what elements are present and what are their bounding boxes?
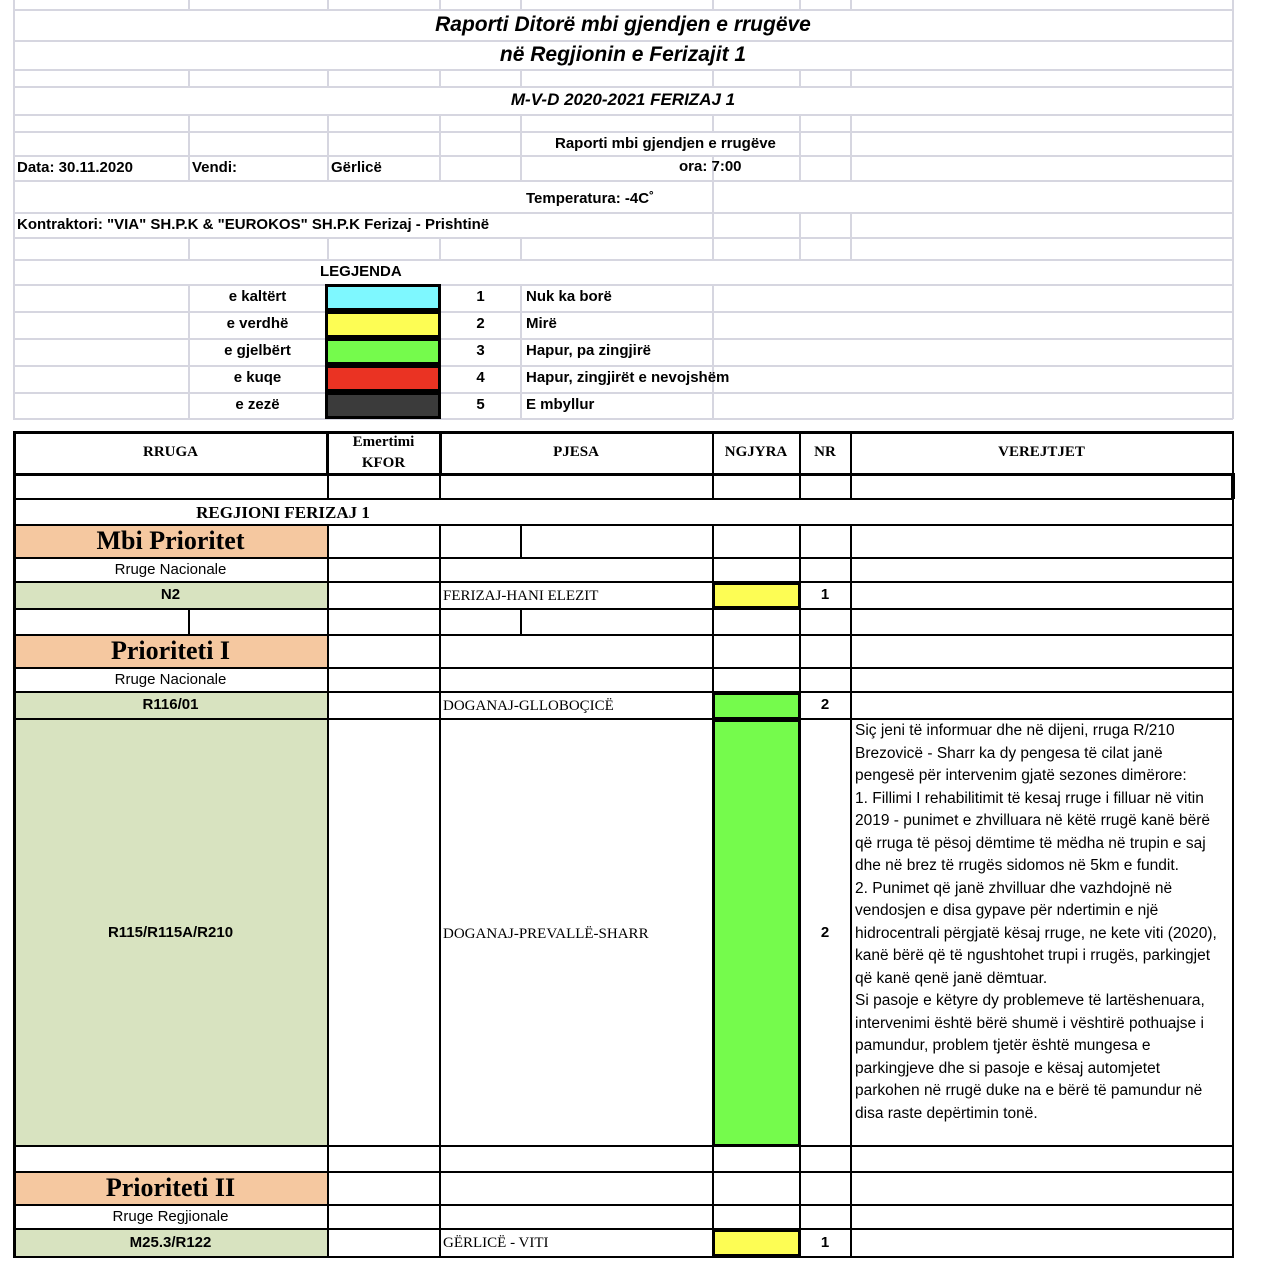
remarks-line: dhe në brez të rrugës sidomos në 5km e fundit. (855, 857, 1179, 874)
remarks-line: Siç jeni të informuar dhe në dijeni, rruga R/210 (855, 722, 1175, 739)
legend-swatch-black (325, 392, 441, 419)
remarks-line: Brezovicë - Sharr ka dy pengesa të cilat janë (855, 744, 1163, 762)
legend-swatch-blue (325, 284, 441, 311)
status-number: 1 (820, 586, 830, 603)
status-color-cell (712, 1229, 801, 1257)
legend-number: 2 (476, 315, 485, 332)
road-cell-bg (14, 694, 327, 1145)
remarks-line: 1. Fillimi I rehabilitimit të kesaj rruge i filluar në vitin (855, 789, 1204, 807)
remarks-line: 2019 - punimet e zhvilluara në këtë rrugë kanë bërë (855, 812, 1210, 829)
header-kfor: KFOR (361, 455, 406, 471)
priority-title: Mbi Prioritet (96, 526, 245, 555)
header-verejtjet: VEREJTJET (998, 444, 1085, 460)
report-title-line1: Raporti Ditorë mbi gjendjen e rrugëve (435, 13, 811, 36)
header-nr: NR (814, 444, 836, 460)
remarks-line: parkohen në rrugë duke na e bërë të pamundur në (855, 1082, 1203, 1099)
legend-number: 1 (476, 288, 485, 305)
legend-meaning: Nuk ka borë (526, 288, 612, 305)
road-segment: DOGANAJ-GLLOBOÇICË (443, 698, 614, 714)
remarks-line: 2. Punimet që janë zhvilluar dhe vazhdojnë në (855, 879, 1173, 897)
legend-color-name: e gjelbërt (224, 342, 291, 359)
remarks-line: Si pasoje e këtyre dy problemeve të lartëshenuara, (855, 992, 1205, 1009)
priority-title: Prioriteti I (110, 636, 231, 665)
status-color-cell (712, 692, 801, 720)
remarks-line: disa raste depërtimin tonë. (855, 1104, 1038, 1122)
report-date: Data: 30.11.2020 (17, 159, 133, 176)
road-code: N2 (160, 586, 181, 603)
header-pjesa: PJESA (553, 444, 599, 460)
remarks-line: që rruga të pësoj dëmtime të mëdha në trupin e saj (855, 834, 1206, 852)
legend-swatch-yellow (325, 311, 441, 338)
remarks-line: hidrocentrali përgjatë kësaj rruge, ne kete viti (2020), (855, 924, 1217, 942)
legend-swatch-red (325, 365, 441, 392)
remarks-line: vendosjen e disa gypave për ndertimin e një (855, 902, 1159, 919)
status-number: 1 (820, 1234, 830, 1251)
report-title-line2: në Regjionin e Ferizajit 1 (499, 43, 747, 66)
header-rruga: RRUGA (143, 444, 198, 460)
remarks-line: intervenimi është bërë shumë i vështirë pothuajse i (855, 1014, 1204, 1032)
remarks-line: që kanë qenë janë dëmtuar. (855, 969, 1048, 987)
legend-color-name: e verdhë (226, 315, 289, 332)
temperature: Temperatura: -4C˚ (526, 190, 655, 207)
report-subtitle: Raporti mbi gjendjen e rrugëve (555, 135, 776, 152)
remarks-line: parkingjeve dhe si pasoje e kësaj automjetet (855, 1059, 1161, 1077)
legend-meaning: Hapur, pa zingjirë (526, 342, 652, 359)
legend-meaning: Hapur, zingjirët e nevojshëm (526, 369, 730, 386)
road-segment: DOGANAJ-PREVALLË-SHARR (443, 926, 649, 942)
legend-color-name: e zezë (235, 396, 280, 413)
road-code: M25.3/R122 (129, 1234, 212, 1251)
legend-title: LEGJENDA (320, 263, 402, 280)
season-label: M-V-D 2020-2021 FERIZAJ 1 (510, 90, 736, 109)
legend-color-name: e kaltërt (228, 288, 287, 305)
header-emertimi: Emertimi (352, 434, 415, 450)
road-code: R115/R115A/R210 (107, 924, 234, 941)
road-category: Rruge Nacionale (114, 561, 227, 578)
legend-meaning: E mbyllur (526, 396, 595, 413)
region-title: REGJIONI FERIZAJ 1 (196, 503, 370, 522)
road-segment: FERIZAJ-HANI ELEZIT (443, 588, 599, 604)
status-number: 2 (820, 924, 830, 941)
road-category: Rruge Nacionale (114, 671, 227, 688)
legend-number: 3 (476, 342, 485, 359)
road-code: R116/01 (142, 696, 199, 713)
place-label: Vendi: (192, 159, 238, 176)
legend-meaning: Mirë (526, 315, 557, 332)
road-segment: GËRLICË - VITI (443, 1235, 549, 1251)
remarks-line: kanë bërë që të ngushtohet trupi i rrugës, parkingjet (855, 947, 1211, 964)
status-color-cell (712, 719, 801, 1147)
place-value: Gërlicë (331, 159, 382, 176)
legend-swatch-green (325, 338, 441, 365)
report-time: ora: 7:00 (679, 158, 742, 175)
remarks-line: pengesë për intervenim gjatë sezones dimërore: (855, 767, 1187, 784)
status-color-cell (712, 582, 801, 609)
road-category: Rruge Regjionale (112, 1208, 229, 1225)
contractor: Kontraktori: "VIA" SH.P.K & "EUROKOS" SH.P.K Ferizaj - Prishtinë (17, 216, 490, 233)
remarks-line: pamundur, problem tjetër është mungesa e (855, 1037, 1151, 1054)
header-ngjyra: NGJYRA (724, 444, 788, 460)
legend-color-name: e kuqe (233, 369, 282, 386)
status-number: 2 (820, 696, 830, 713)
priority-title: Prioriteti II (105, 1173, 236, 1202)
legend-number: 4 (476, 369, 485, 386)
legend-number: 5 (476, 396, 485, 413)
